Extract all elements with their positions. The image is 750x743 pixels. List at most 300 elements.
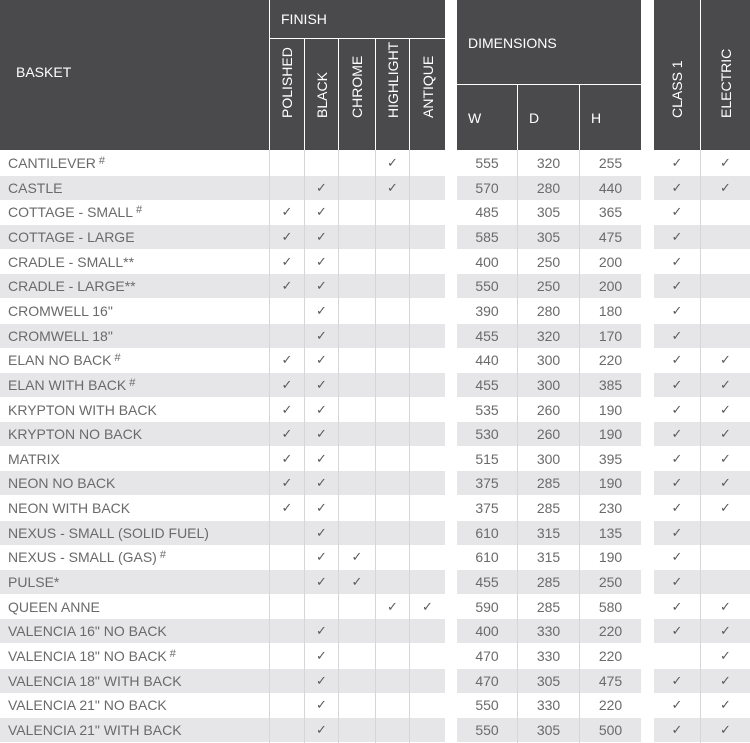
finish-highlight-cell bbox=[376, 693, 409, 717]
dim-h-cell: 385 bbox=[598, 376, 623, 393]
dim-d-cell: 260 bbox=[536, 426, 561, 443]
finish-chrome-cell bbox=[339, 299, 375, 323]
dim-d-cell: 330 bbox=[536, 623, 561, 640]
basket-name bbox=[8, 545, 270, 569]
dim-w-cell: 530 bbox=[475, 426, 499, 443]
dim-h-cell: 395 bbox=[598, 450, 623, 467]
finish-black-cell: ✓ bbox=[316, 623, 327, 639]
class1-cell: ✓ bbox=[671, 524, 683, 540]
class1-cell: ✓ bbox=[671, 401, 683, 417]
class1-cell: ✓ bbox=[671, 352, 683, 368]
dim-h-cell: 180 bbox=[598, 302, 623, 319]
finish-col-antique bbox=[410, 39, 445, 150]
class1-cell bbox=[654, 644, 700, 668]
finish-black-cell: ✓ bbox=[316, 253, 327, 269]
finish-antique-cell bbox=[410, 324, 445, 348]
dim-h-cell: 220 bbox=[598, 697, 623, 714]
class1-cell: ✓ bbox=[671, 179, 683, 195]
dim-col-h bbox=[580, 85, 641, 150]
basket-name-text: CRADLE - SMALL** bbox=[8, 253, 135, 270]
basket-name bbox=[8, 619, 270, 643]
dim-col-w-label: W bbox=[468, 110, 482, 126]
dim-w-cell: 470 bbox=[475, 672, 499, 689]
class1-cell: ✓ bbox=[671, 574, 683, 590]
finish-black-cell: ✓ bbox=[316, 475, 327, 491]
finish-highlight-cell bbox=[376, 545, 409, 569]
finish-black-cell: ✓ bbox=[316, 500, 327, 516]
dim-w-cell: 455 bbox=[475, 327, 499, 344]
finish-antique-cell bbox=[410, 570, 445, 594]
finish-col-polished-label: POLISHED bbox=[279, 47, 295, 118]
basket-name-text: ELAN WITH BACK bbox=[8, 376, 127, 393]
dim-h-cell: 190 bbox=[598, 426, 623, 443]
finish-highlight-cell bbox=[376, 200, 409, 224]
finish-highlight-cell bbox=[376, 496, 409, 520]
dim-d-cell: 280 bbox=[536, 302, 561, 319]
col-divider bbox=[269, 150, 270, 743]
electric-cell: ✓ bbox=[720, 648, 731, 663]
finish-chrome-cell bbox=[339, 422, 375, 446]
finish-black-cell: ✓ bbox=[316, 549, 327, 565]
basket-name bbox=[8, 151, 270, 175]
dim-d-cell: 320 bbox=[536, 327, 561, 344]
dim-d-cell: 305 bbox=[536, 672, 561, 689]
electric-cell bbox=[701, 324, 750, 348]
basket-name-text: NEXUS - SMALL (SOLID FUEL) bbox=[8, 524, 209, 541]
footnote-mark: # bbox=[98, 155, 106, 167]
dim-d-cell: 300 bbox=[536, 450, 561, 467]
electric-cell: ✓ bbox=[720, 672, 731, 688]
basket-name bbox=[8, 718, 270, 742]
finish-col-highlight bbox=[376, 39, 409, 150]
dim-h-cell: 500 bbox=[598, 721, 623, 738]
dim-w-cell: 550 bbox=[475, 697, 499, 714]
footnote-mark: # bbox=[114, 352, 121, 365]
finish-chrome-cell bbox=[339, 324, 375, 348]
dim-h-cell: 440 bbox=[598, 179, 623, 196]
electric-cell bbox=[701, 299, 750, 323]
finish-chrome-cell bbox=[339, 644, 375, 668]
dim-w-cell: 555 bbox=[475, 155, 499, 171]
electric-cell: ✓ bbox=[720, 697, 731, 713]
electric-cell: ✓ bbox=[720, 179, 731, 195]
finish-antique-cell bbox=[410, 299, 445, 323]
electric-cell bbox=[701, 274, 750, 298]
dim-col-h-label: H bbox=[591, 110, 602, 126]
col-divider bbox=[338, 150, 339, 743]
finish-antique-cell bbox=[410, 718, 445, 742]
finish-polished-cell: ✓ bbox=[281, 401, 293, 417]
finish-chrome-cell: ✓ bbox=[351, 574, 363, 590]
basket-header bbox=[0, 0, 269, 150]
dim-d-cell: 300 bbox=[536, 376, 561, 393]
basket-name-text: NEXUS - SMALL (GAS) bbox=[8, 549, 157, 566]
finish-highlight-cell bbox=[376, 250, 409, 274]
finish-black-cell: ✓ bbox=[316, 648, 327, 663]
basket-name-text: CRADLE - LARGE** bbox=[8, 278, 136, 295]
electric-cell: ✓ bbox=[720, 475, 731, 491]
finish-highlight-cell bbox=[376, 521, 409, 545]
basket-name bbox=[8, 447, 270, 471]
dim-d-cell: 285 bbox=[536, 500, 561, 517]
finish-chrome-cell bbox=[339, 693, 375, 717]
finish-antique-cell bbox=[410, 447, 445, 471]
basket-name bbox=[8, 644, 270, 668]
finish-polished-cell bbox=[270, 669, 304, 693]
basket-name bbox=[8, 570, 270, 594]
finish-antique-cell bbox=[410, 422, 445, 446]
dim-h-cell: 250 bbox=[598, 574, 623, 591]
finish-chrome-cell bbox=[339, 274, 375, 298]
basket-name bbox=[8, 422, 270, 446]
class1-cell: ✓ bbox=[671, 500, 683, 516]
basket-name-text: QUEEN ANNE bbox=[8, 598, 100, 615]
dim-w-cell: 610 bbox=[475, 549, 499, 566]
dim-d-cell: 315 bbox=[536, 524, 561, 541]
finish-chrome-cell bbox=[339, 225, 375, 249]
finish-polished-cell: ✓ bbox=[281, 500, 293, 516]
dim-w-cell: 470 bbox=[475, 648, 499, 664]
dim-h-cell: 255 bbox=[598, 155, 623, 171]
finish-antique-cell bbox=[410, 693, 445, 717]
finish-highlight-cell bbox=[376, 644, 409, 668]
electric-header bbox=[701, 0, 750, 150]
finish-chrome-cell bbox=[339, 595, 375, 619]
basket-name bbox=[8, 521, 270, 545]
finish-black-cell: ✓ bbox=[316, 179, 327, 195]
finish-black-cell: ✓ bbox=[316, 352, 327, 368]
electric-cell bbox=[701, 225, 750, 249]
electric-cell: ✓ bbox=[720, 401, 731, 417]
dim-d-cell: 330 bbox=[536, 648, 561, 664]
dim-h-cell: 200 bbox=[598, 278, 623, 295]
finish-chrome-cell bbox=[339, 669, 375, 693]
class1-cell: ✓ bbox=[671, 278, 683, 294]
group-gap-1 bbox=[445, 0, 457, 743]
finish-highlight-cell bbox=[376, 471, 409, 495]
finish-polished-cell bbox=[270, 545, 304, 569]
finish-chrome-cell bbox=[339, 250, 375, 274]
basket-name-text: CANTILEVER bbox=[8, 155, 96, 171]
electric-header-label: ELECTRIC bbox=[717, 48, 734, 118]
basket-name-text: CASTLE bbox=[8, 179, 63, 196]
finish-black-cell: ✓ bbox=[316, 401, 327, 417]
finish-chrome-cell bbox=[339, 373, 375, 397]
finish-col-antique-label: ANTIQUE bbox=[419, 55, 436, 118]
basket-name-text: KRYPTON NO BACK bbox=[8, 426, 143, 443]
dim-w-cell: 375 bbox=[475, 500, 499, 517]
electric-cell: ✓ bbox=[720, 598, 731, 614]
dim-h-cell: 475 bbox=[598, 672, 623, 689]
footnote-mark: # bbox=[135, 204, 143, 217]
finish-chrome-cell bbox=[339, 718, 375, 742]
dim-w-cell: 590 bbox=[475, 598, 499, 615]
basket-name bbox=[8, 348, 270, 372]
dim-w-cell: 400 bbox=[475, 253, 499, 270]
finish-antique-cell bbox=[410, 619, 445, 643]
dim-d-cell: 280 bbox=[536, 179, 561, 196]
finish-polished-cell bbox=[270, 644, 304, 668]
dim-h-cell: 365 bbox=[598, 204, 623, 221]
basket-name-text: COTTAGE - LARGE bbox=[8, 228, 135, 245]
electric-cell: ✓ bbox=[720, 155, 731, 170]
dim-w-cell: 455 bbox=[475, 376, 499, 393]
class1-cell: ✓ bbox=[671, 426, 683, 442]
basket-name bbox=[8, 595, 270, 619]
basket-name-text: COTTAGE - SMALL bbox=[8, 204, 133, 221]
class1-cell: ✓ bbox=[671, 302, 683, 318]
finish-chrome-cell bbox=[339, 176, 375, 200]
electric-cell bbox=[701, 200, 750, 224]
finish-highlight-cell: ✓ bbox=[387, 598, 398, 614]
finish-polished-cell bbox=[270, 151, 304, 175]
finish-black-cell bbox=[305, 595, 338, 619]
class1-cell: ✓ bbox=[671, 327, 683, 343]
finish-polished-cell: ✓ bbox=[281, 228, 293, 244]
electric-cell: ✓ bbox=[720, 352, 731, 368]
finish-black-cell: ✓ bbox=[316, 204, 327, 220]
class1-header-label: CLASS 1 bbox=[669, 60, 685, 118]
finish-antique-cell bbox=[410, 471, 445, 495]
electric-cell bbox=[701, 250, 750, 274]
finish-chrome-cell bbox=[339, 521, 375, 545]
basket-name bbox=[8, 398, 270, 422]
finish-highlight-cell bbox=[376, 274, 409, 298]
dim-d-cell: 250 bbox=[536, 253, 561, 270]
dim-d-cell: 285 bbox=[536, 574, 561, 591]
finish-chrome-cell bbox=[339, 447, 375, 471]
basket-name bbox=[8, 669, 270, 693]
class1-cell: ✓ bbox=[671, 475, 683, 491]
finish-col-black bbox=[305, 39, 338, 150]
class1-header bbox=[654, 0, 700, 150]
dimensions-header-label: DIMENSIONS bbox=[468, 35, 557, 51]
basket-name-text: NEON NO BACK bbox=[8, 475, 116, 492]
finish-chrome-cell bbox=[339, 496, 375, 520]
finish-polished-cell bbox=[270, 595, 304, 619]
finish-header bbox=[270, 0, 445, 38]
dim-h-cell: 135 bbox=[598, 524, 623, 541]
finish-col-highlight-label: HIGHLIGHT bbox=[384, 41, 401, 118]
finish-black-cell: ✓ bbox=[316, 524, 327, 540]
class1-cell: ✓ bbox=[671, 721, 683, 737]
basket-name-text: ELAN NO BACK bbox=[8, 352, 112, 369]
basket-name-text: KRYPTON WITH BACK bbox=[8, 401, 157, 418]
dim-w-cell: 485 bbox=[475, 204, 499, 221]
electric-cell: ✓ bbox=[720, 450, 731, 466]
class1-cell: ✓ bbox=[671, 204, 683, 220]
dim-d-cell: 320 bbox=[536, 155, 561, 171]
finish-highlight-cell bbox=[376, 324, 409, 348]
dim-h-cell: 580 bbox=[598, 598, 623, 615]
dim-h-cell: 475 bbox=[598, 228, 623, 245]
dim-w-cell: 515 bbox=[475, 450, 499, 467]
dim-col-d-label: D bbox=[529, 110, 540, 126]
finish-chrome-cell bbox=[339, 398, 375, 422]
finish-antique-cell bbox=[410, 644, 445, 668]
basket-name bbox=[8, 225, 270, 249]
finish-black-cell: ✓ bbox=[316, 721, 327, 737]
dim-h-cell: 190 bbox=[598, 401, 623, 418]
dim-w-cell: 400 bbox=[475, 623, 499, 640]
basket-name bbox=[8, 693, 270, 717]
dim-h-cell: 170 bbox=[598, 327, 623, 344]
dim-w-cell: 610 bbox=[475, 524, 499, 541]
dim-col-d bbox=[518, 85, 579, 150]
basket-name bbox=[8, 274, 270, 298]
class1-cell: ✓ bbox=[671, 155, 683, 170]
electric-cell bbox=[701, 545, 750, 569]
dim-h-cell: 190 bbox=[598, 549, 623, 566]
finish-highlight-cell bbox=[376, 373, 409, 397]
finish-antique-cell bbox=[410, 151, 445, 175]
basket-name-text: MATRIX bbox=[8, 450, 60, 467]
finish-black-cell: ✓ bbox=[316, 574, 327, 590]
dim-h-cell: 220 bbox=[598, 648, 623, 664]
basket-name-text: NEON WITH BACK bbox=[8, 500, 131, 517]
dim-h-cell: 220 bbox=[598, 623, 623, 640]
finish-polished-cell bbox=[270, 570, 304, 594]
finish-antique-cell bbox=[410, 669, 445, 693]
col-divider bbox=[700, 150, 701, 743]
dim-w-cell: 585 bbox=[475, 228, 499, 245]
class1-cell: ✓ bbox=[671, 598, 683, 614]
electric-cell: ✓ bbox=[720, 623, 731, 639]
dim-w-cell: 535 bbox=[475, 401, 499, 418]
class1-cell: ✓ bbox=[671, 450, 683, 466]
finish-chrome-cell bbox=[339, 200, 375, 224]
finish-polished-cell bbox=[270, 521, 304, 545]
dim-d-cell: 250 bbox=[536, 278, 561, 295]
finish-col-black-label: BLACK bbox=[313, 72, 330, 118]
finish-polished-cell: ✓ bbox=[281, 426, 293, 442]
footnote-mark: # bbox=[159, 549, 166, 562]
finish-polished-cell: ✓ bbox=[281, 475, 293, 491]
finish-black-cell: ✓ bbox=[316, 228, 327, 244]
finish-polished-cell bbox=[270, 619, 304, 643]
finish-polished-cell bbox=[270, 324, 304, 348]
finish-antique-cell bbox=[410, 250, 445, 274]
finish-header-label: FINISH bbox=[281, 11, 327, 27]
finish-polished-cell bbox=[270, 693, 304, 717]
finish-antique-cell bbox=[410, 348, 445, 372]
basket-name-text: VALENCIA 21" WITH BACK bbox=[8, 721, 182, 738]
class1-cell: ✓ bbox=[671, 228, 683, 244]
finish-black-cell: ✓ bbox=[316, 672, 327, 688]
finish-highlight-cell bbox=[376, 718, 409, 742]
finish-antique-cell: ✓ bbox=[422, 598, 433, 614]
basket-name bbox=[8, 200, 270, 224]
class1-cell: ✓ bbox=[671, 623, 683, 639]
dim-h-cell: 230 bbox=[598, 500, 623, 517]
dim-d-cell: 285 bbox=[536, 598, 561, 615]
basket-name-text: CROMWELL 18" bbox=[8, 327, 113, 344]
finish-antique-cell bbox=[410, 200, 445, 224]
finish-black-cell bbox=[305, 151, 338, 175]
finish-polished-cell: ✓ bbox=[281, 253, 293, 269]
finish-highlight-cell bbox=[376, 225, 409, 249]
basket-name-text: VALENCIA 18" NO BACK bbox=[8, 648, 167, 664]
finish-polished-cell: ✓ bbox=[281, 204, 293, 220]
basket-name bbox=[8, 373, 270, 397]
dim-d-cell: 285 bbox=[536, 475, 561, 492]
finish-col-polished bbox=[270, 39, 304, 150]
dim-d-cell: 315 bbox=[536, 549, 561, 566]
electric-cell bbox=[701, 570, 750, 594]
dim-d-cell: 305 bbox=[536, 204, 561, 221]
finish-highlight-cell bbox=[376, 447, 409, 471]
finish-polished-cell: ✓ bbox=[281, 278, 293, 294]
dim-w-cell: 375 bbox=[475, 475, 499, 492]
basket-name bbox=[8, 250, 270, 274]
basket-name-text: VALENCIA 16" NO BACK bbox=[8, 623, 167, 640]
class1-cell: ✓ bbox=[671, 376, 683, 392]
basket-name bbox=[8, 299, 270, 323]
electric-cell bbox=[701, 521, 750, 545]
finish-highlight-cell bbox=[376, 348, 409, 372]
finish-polished-cell bbox=[270, 299, 304, 323]
finish-antique-cell bbox=[410, 398, 445, 422]
dim-d-cell: 260 bbox=[536, 401, 561, 418]
finish-highlight-cell bbox=[376, 619, 409, 643]
finish-chrome-cell: ✓ bbox=[351, 549, 363, 565]
electric-cell: ✓ bbox=[720, 376, 731, 392]
dim-w-cell: 570 bbox=[475, 179, 499, 196]
basket-name-text: CROMWELL 16" bbox=[8, 302, 113, 319]
finish-polished-cell: ✓ bbox=[281, 352, 293, 368]
finish-chrome-cell bbox=[339, 619, 375, 643]
class1-cell: ✓ bbox=[671, 253, 683, 269]
dim-d-cell: 305 bbox=[536, 721, 561, 738]
finish-polished-cell: ✓ bbox=[281, 450, 293, 466]
finish-highlight-cell: ✓ bbox=[387, 155, 398, 170]
finish-antique-cell bbox=[410, 521, 445, 545]
finish-highlight-cell bbox=[376, 299, 409, 323]
dim-d-cell: 305 bbox=[536, 228, 561, 245]
dim-w-cell: 550 bbox=[475, 278, 499, 295]
finish-highlight-cell bbox=[376, 398, 409, 422]
col-divider bbox=[579, 150, 580, 743]
class1-cell: ✓ bbox=[671, 549, 683, 565]
finish-black-cell: ✓ bbox=[316, 302, 327, 318]
basket-name-text: VALENCIA 18" WITH BACK bbox=[8, 672, 182, 689]
basket-name bbox=[8, 324, 270, 348]
finish-highlight-cell bbox=[376, 570, 409, 594]
class1-cell: ✓ bbox=[671, 672, 683, 688]
finish-antique-cell bbox=[410, 373, 445, 397]
col-divider bbox=[375, 150, 376, 743]
footnote-mark: # bbox=[169, 648, 176, 660]
finish-highlight-cell: ✓ bbox=[387, 179, 398, 195]
dimensions-header bbox=[457, 0, 641, 84]
electric-cell: ✓ bbox=[720, 721, 731, 737]
finish-chrome-cell bbox=[339, 348, 375, 372]
col-divider bbox=[304, 150, 305, 743]
dim-w-cell: 550 bbox=[475, 721, 499, 738]
finish-chrome-cell bbox=[339, 151, 375, 175]
finish-polished-cell: ✓ bbox=[281, 376, 293, 392]
finish-black-cell: ✓ bbox=[316, 697, 327, 713]
finish-highlight-cell bbox=[376, 669, 409, 693]
finish-antique-cell bbox=[410, 176, 445, 200]
finish-antique-cell bbox=[410, 274, 445, 298]
finish-highlight-cell bbox=[376, 422, 409, 446]
finish-black-cell: ✓ bbox=[316, 450, 327, 466]
class1-cell: ✓ bbox=[671, 697, 683, 713]
finish-polished-cell bbox=[270, 176, 304, 200]
finish-antique-cell bbox=[410, 545, 445, 569]
electric-cell: ✓ bbox=[720, 500, 731, 516]
